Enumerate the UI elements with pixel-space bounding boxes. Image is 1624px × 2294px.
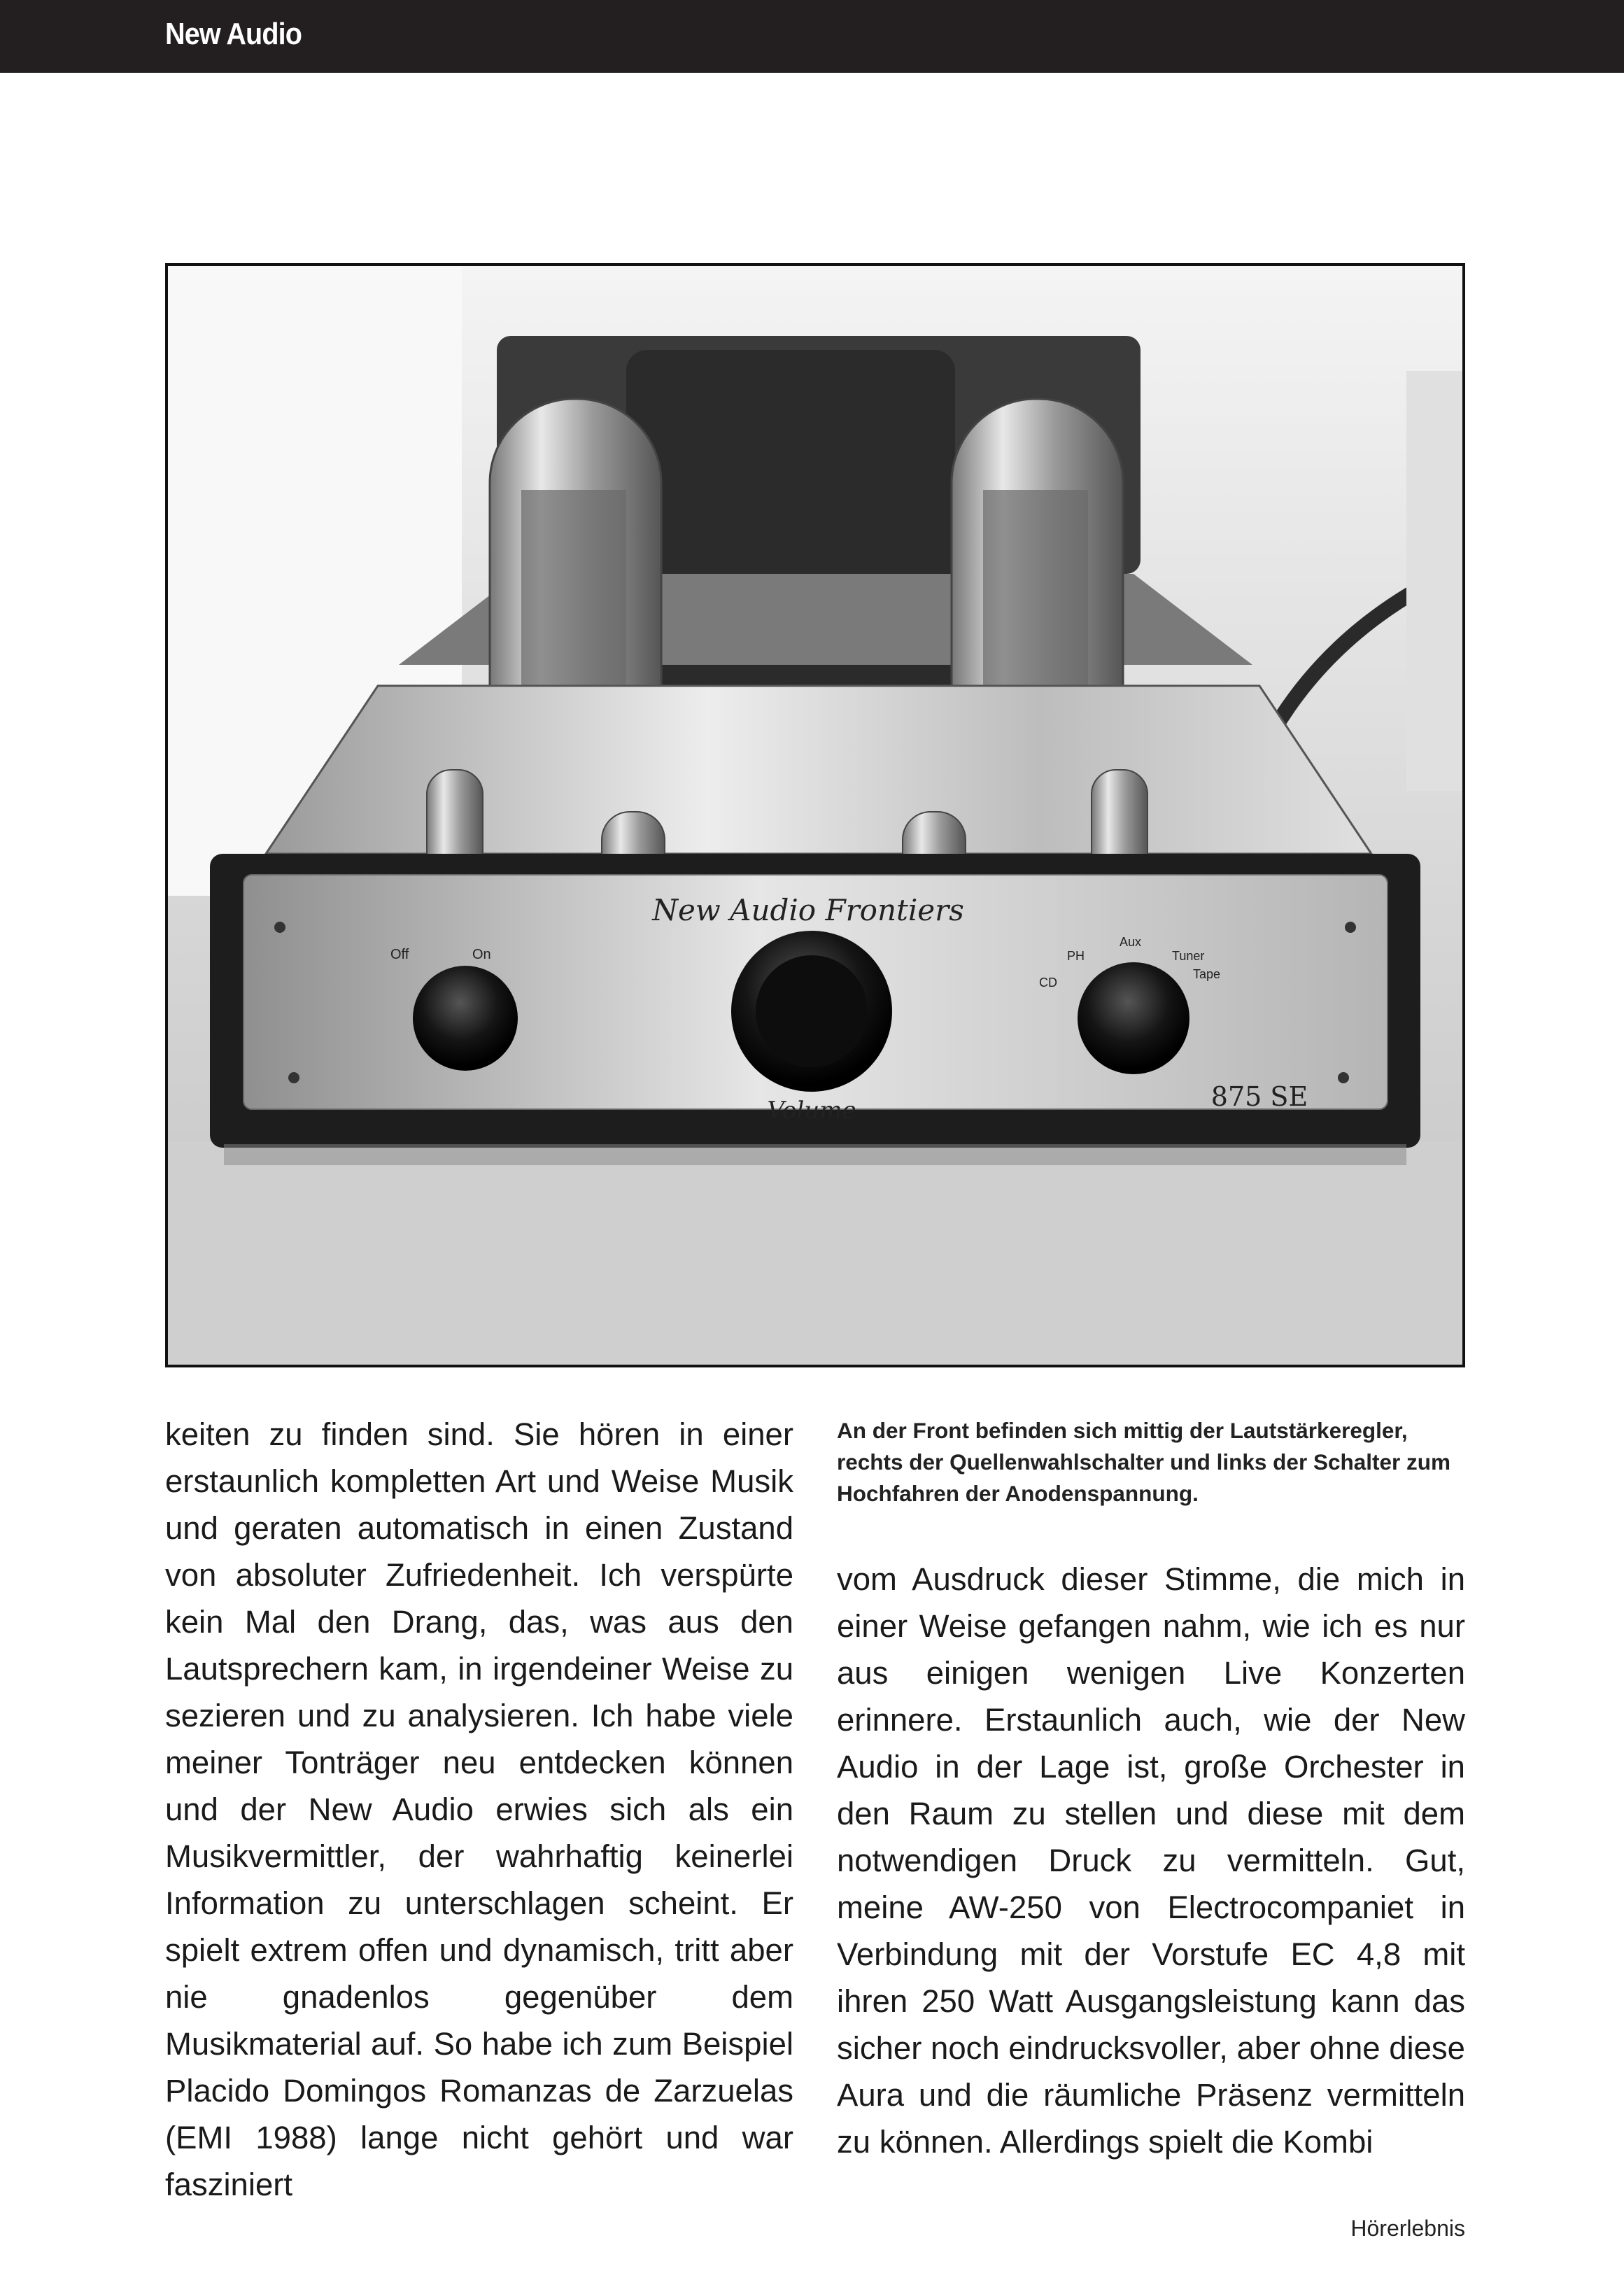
- source-cd-label: CD: [1039, 976, 1057, 990]
- switch-on-label: On: [472, 947, 491, 962]
- body-text-left-column: [165, 1411, 793, 2208]
- left-column-paragraph: keiten zu finden sind. Sie hören in einer erstaunlich kompletten Art und Weise Musik und geraten automatisch in einen Zustand von absoluter Zufriedenheit. Ich verspürte kein Mal den Drang, das, was aus den Lautsprechern kam, in irgendeiner Weise zu sezieren und zu analysieren. Ich habe viele meiner Tonträger neu entdecken können und der New Audio erwies sich als ein Musikvermittler, der wahrhaftig keinerlei Information zu unterschlagen scheint. Er spielt extrem offen und dynamisch, tritt aber nie gnadenlos gegenüber dem Musikmaterial auf. So habe ich zum Beispiel Placido Domingos Romanzas de Zarzuelas (EMI 1988) lange nicht gehört und war fasziniert: [165, 1416, 793, 2202]
- source-ph-label: PH: [1067, 949, 1085, 963]
- source-aux-label: Aux: [1120, 935, 1142, 949]
- body-text-right-column: [837, 1556, 1465, 2165]
- amplifier-photo: [165, 263, 1465, 1367]
- switch-off-label: Off: [390, 947, 409, 962]
- header-bar: [0, 0, 1624, 73]
- brand-lettering: New Audio Frontiers: [652, 893, 964, 927]
- model-lettering: 875 SE: [1210, 1081, 1308, 1112]
- volume-lettering: Volume: [767, 1097, 856, 1125]
- header-title: New Audio: [165, 17, 302, 51]
- footer-section-label: Hörerlebnis: [1350, 2216, 1465, 2241]
- source-tape-label: Tape: [1193, 967, 1221, 981]
- right-column-paragraph: vom Ausdruck dieser Stimme, die mich in einer Weise gefangen nahm, wie ich es nur aus einigen wenigen Live Konzerten erinnere. Erstaunlich auch, wie der New Audio in der Lage ist, große Orchester in den Raum zu stellen und diese mit dem notwendigen Druck zu vermitteln. Gut, meine AW-250 von Electrocompaniet in Verbindung mit der Vorstufe EC 4,8 mit ihren 250 Watt Ausgangsleistung kann das sicher noch eindrucksvoller, aber ohne diese Aura und die räumliche Präsenz vermitteln zu können. Allerdings spielt die Kombi: [837, 1561, 1465, 2160]
- source-tuner-label: Tuner: [1172, 949, 1205, 963]
- photo-caption: An der Front befinden sich mittig der Lautstärkeregler, rechts der Quellenwahlschalter und links der Schalter zum Hochfahren der Anodenspannung.: [837, 1418, 1451, 1506]
- amplifier-photo-illustration: [168, 266, 1462, 1365]
